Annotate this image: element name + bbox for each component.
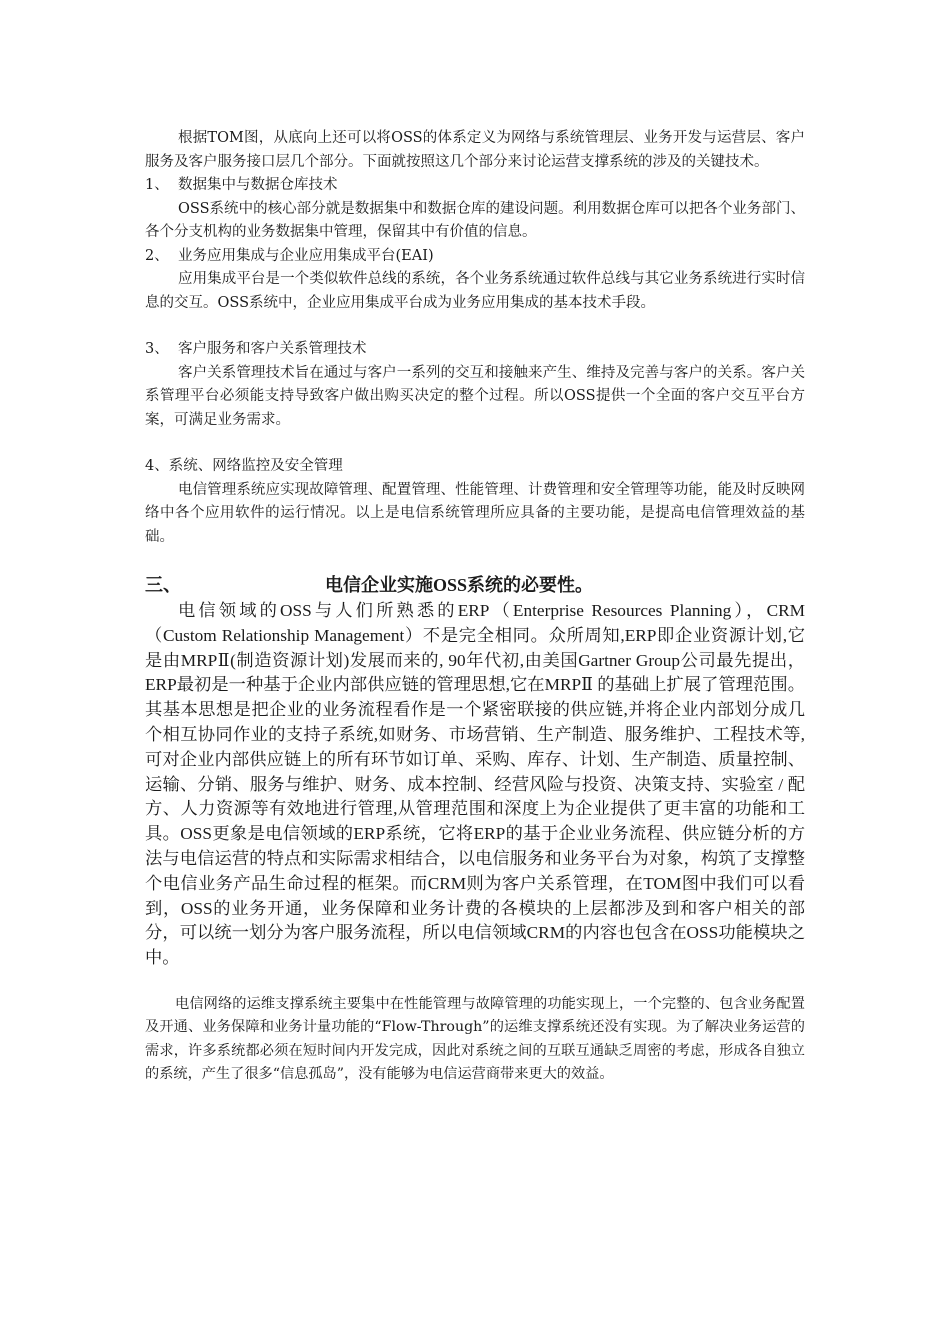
- spacer: [145, 315, 805, 338]
- heading-4: 4、系统、网络监控及安全管理: [145, 458, 343, 474]
- heading-2: [145, 245, 805, 269]
- section-number: 三、: [145, 575, 181, 595]
- paragraph-3: 客户关系管理技术旨在通过与客户一系列的交互和接触来产生、维持及完善与客户的关系。客户关系管理平台必须能支持导致客户做出购买决定的整个过程。所以OSS提供一个全面的客户交互平台方案，可满足业务需求。: [145, 364, 805, 428]
- heading-2-number: 2、: [145, 247, 169, 264]
- spacer: [145, 549, 805, 563]
- paragraph-5: 电信领域的OSS与人们所熟悉的ERP（Enterprise Resources Planning），CRM（Custom Relationship Management）不是完全相同。众所周知,ERP即企业资源计划,它是由MRPⅡ(制造资源计划)发展而来的, 90年代初,由美国Gartner Group公司最先提出，ERP最初是一种基于企业内部供应链的管理思想,它在MRPⅡ 的基础上扩展了管理范围。其基本思想是把企业的业务流程看作是一个紧密联接的供应链,并将企业内部划分成几个相互协同作业的支持子系统,如财务、市场营销、生产制造、服务维护、工程技术等,可对企业内部供应链上的所有环节如订单、采购、库存、计划、生产制造、质量控制、运输、分销、服务与维护、财务、成本控制、经营风险与投资、决策支持、实验室 / 配方、人力资源等有效地进行管理,从管理范围和深度上为企业提供了更丰富的功能和工具。OSS更象是电信领域的ERP系统，它将ERP的基于企业业务流程、供应链分析的方法与电信运营的特点和实际需求相结合，以电信服务和业务平台为对象，构筑了支撑整个电信业务产品生命过程的框架。而CRM则为客户关系管理，在TOM图中我们可以看到，OSS的业务开通，业务保障和业务计费的各模块的上层都涉及到和客户相关的部分，可以统一划分为客户服务流程，所以电信领域CRM的内容也包含在OSS功能模块之中。: [145, 601, 805, 968]
- paragraph-1: OSS系统中的核心部分就是数据集中和数据仓库的建设问题。利用数据仓库可以把各个业务部门、各个分支机构的业务数据集中管理，保留其中有价值的信息。: [145, 200, 805, 240]
- heading-3-number: 3、: [145, 341, 169, 357]
- spacer: [145, 432, 805, 455]
- document-page: [145, 127, 805, 1087]
- paragraph-4: 电信管理系统应实现故障管理、配置管理、性能管理、计费管理和安全管理等功能，能及时反映网络中各个应用软件的运行情况。以上是电信系统管理所应具备的主要功能，是提高电信管理效益的基础。: [145, 481, 805, 545]
- section-heading: [145, 573, 805, 597]
- heading-2-text: 业务应用集成与企业应用集成平台(EAI): [178, 247, 434, 264]
- section-title-text: 电信企业实施OSS系统的必要性。: [325, 575, 594, 595]
- intro-paragraph: 根据TOM图，从底向上还可以将OSS的体系定义为网络与系统管理层、业务开发与运营层、客户服务及客户服务接口层几个部分。下面就按照这几个部分来讨论运营支撑系统的涉及的关键技术。: [145, 130, 805, 170]
- paragraph-6: 电信网络的运维支撑系统主要集中在性能管理与故障管理的功能实现上，一个完整的、包含业务配置及开通、业务保障和业务计量功能的“Flow-Through”的运维支撑系统还没有实现。为了解决业务运营的需求，许多系统都必须在短时间内开发完成，因此对系统之间的互联互通缺乏周密的考虑，形成各自独立的系统，产生了很多“信息孤岛”，没有能够为电信运营商带来更大的效益。: [145, 995, 805, 1083]
- heading-3-text: 客户服务和客户关系管理技术: [178, 341, 367, 357]
- paragraph-2: 应用集成平台是一个类似软件总线的系统，各个业务系统通过软件总线与其它业务系统进行实时信息的交互。OSS系统中，企业应用集成平台成为业务应用集成的基本技术手段。: [145, 271, 805, 311]
- heading-3: [145, 338, 805, 362]
- heading-1-number: 1、: [145, 177, 169, 193]
- heading-1: [145, 174, 805, 198]
- heading-1-text: 数据集中与数据仓库技术: [178, 177, 338, 193]
